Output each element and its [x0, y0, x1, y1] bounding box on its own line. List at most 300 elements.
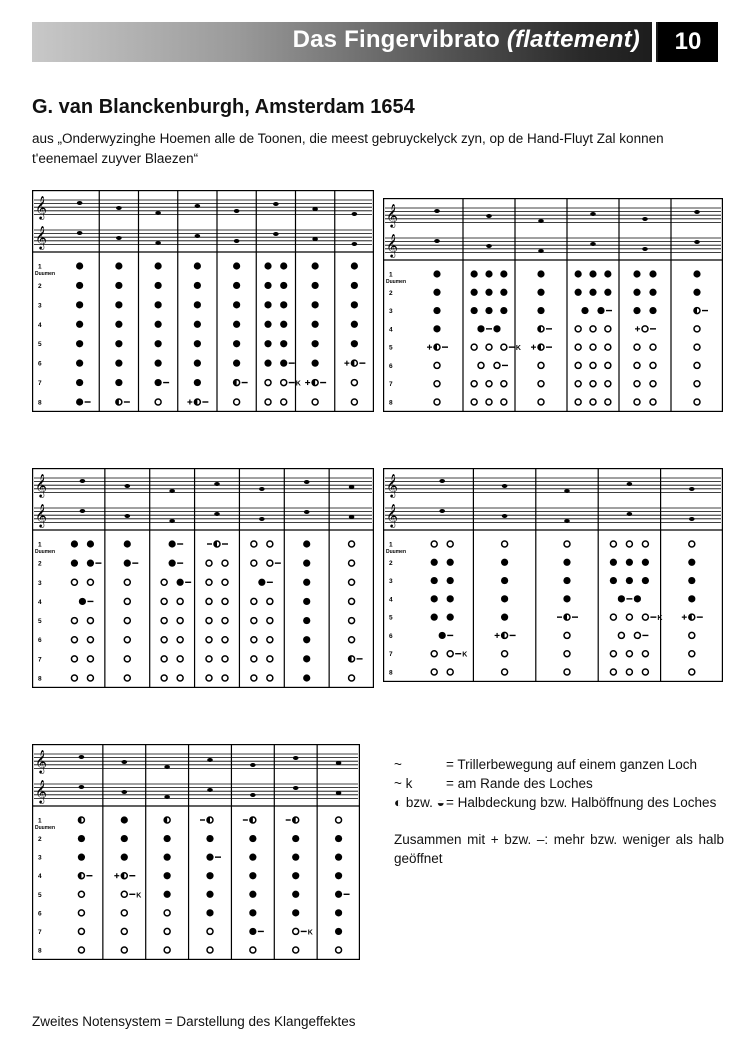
open-hole-icon [694, 326, 700, 332]
open-hole-icon [265, 399, 271, 405]
note-head [195, 204, 201, 208]
row-number: 1 [38, 263, 42, 271]
closed-hole-icon [642, 559, 649, 566]
closed-hole-icon [575, 289, 582, 296]
treble-clef-icon: 𝄞 [35, 225, 47, 249]
open-hole-icon [605, 326, 611, 332]
title-main: Das Fingervibrato [292, 26, 501, 53]
note-head [77, 201, 83, 205]
open-hole-icon [222, 675, 228, 681]
closed-hole-icon [292, 891, 299, 898]
source-text: aus „Onderwyzinghe Hoemen alle de Toonen, die meest gebruyckelyck zyn, op de Hand-Fluyt Zal konnen t'eenemael zuyver Blaezen“ [32, 131, 664, 166]
open-hole-icon [486, 399, 492, 405]
note-head [590, 242, 596, 246]
thumb-label: Duumen [35, 549, 55, 555]
closed-hole-icon [335, 891, 342, 898]
open-hole-icon [431, 651, 437, 657]
closed-hole-icon [433, 289, 440, 296]
section-heading: G. van Blanckenburgh, Amsterdam 1654 [32, 96, 415, 118]
open-hole-icon [471, 344, 477, 350]
open-hole-icon [575, 326, 581, 332]
open-hole-icon [502, 541, 508, 547]
table-border [384, 199, 723, 412]
open-hole-icon [121, 891, 127, 897]
note-head [259, 487, 265, 491]
open-hole-icon [564, 651, 570, 657]
open-hole-icon [642, 614, 648, 620]
open-hole-icon [121, 910, 127, 916]
open-hole-icon [207, 947, 213, 953]
open-hole-icon [349, 541, 355, 547]
note-head [116, 236, 122, 240]
closed-hole-icon [335, 928, 342, 935]
open-hole-icon [501, 399, 507, 405]
row-number: 7 [38, 928, 42, 936]
closed-hole-icon [164, 872, 171, 879]
note-head [304, 480, 310, 484]
open-hole-icon [267, 618, 273, 624]
open-hole-icon [206, 618, 212, 624]
open-hole-icon [71, 618, 77, 624]
open-hole-icon [634, 344, 640, 350]
closed-hole-icon [351, 340, 358, 347]
open-hole-icon [206, 675, 212, 681]
open-hole-icon [267, 560, 273, 566]
closed-hole-icon [264, 360, 271, 367]
open-hole-icon [605, 344, 611, 350]
closed-hole-icon [233, 321, 240, 328]
closed-hole-icon [693, 270, 700, 277]
open-hole-icon [610, 669, 616, 675]
closed-hole-icon [537, 270, 544, 277]
note-head [273, 232, 279, 236]
open-hole-icon [251, 637, 257, 643]
closed-hole-icon [155, 321, 162, 328]
note-head [627, 482, 633, 486]
closed-hole-icon [124, 540, 131, 547]
row-number: 4 [38, 873, 42, 881]
open-hole-icon [267, 656, 273, 662]
closed-hole-icon [115, 340, 122, 347]
open-hole-icon [206, 579, 212, 585]
row-number: 7 [389, 651, 393, 659]
closed-hole-icon [351, 321, 358, 328]
closed-hole-icon [249, 928, 256, 935]
symbol-legend [394, 755, 724, 868]
closed-hole-icon [688, 577, 695, 584]
open-hole-icon [642, 669, 648, 675]
closed-hole-icon [312, 360, 319, 367]
closed-hole-icon [258, 579, 265, 586]
note-head [538, 249, 544, 253]
note-head [486, 244, 492, 248]
closed-hole-icon [155, 282, 162, 289]
edge-mark: K [307, 929, 313, 937]
open-hole-icon [501, 344, 507, 350]
thumb-label: Duumen [386, 549, 406, 555]
open-hole-icon [431, 669, 437, 675]
note-head [434, 239, 440, 243]
row-number: 8 [389, 399, 393, 407]
open-hole-icon [349, 560, 355, 566]
note-head [642, 217, 648, 221]
closed-hole-icon [634, 595, 641, 602]
footer-note: Zweites Notensystem = Darstellung des Klangeffektes [32, 1014, 356, 1029]
closed-hole-icon [194, 360, 201, 367]
open-hole-icon [634, 632, 640, 638]
header-divider [652, 22, 656, 62]
closed-hole-icon [649, 307, 656, 314]
closed-hole-icon [115, 282, 122, 289]
closed-hole-icon [194, 282, 201, 289]
open-hole-icon [124, 598, 130, 604]
page-number: 10 [658, 22, 718, 62]
open-hole-icon [626, 651, 632, 657]
closed-hole-icon [433, 325, 440, 332]
open-hole-icon [222, 598, 228, 604]
note-head [164, 795, 170, 799]
row-number: 4 [389, 596, 393, 604]
closed-hole-icon [164, 835, 171, 842]
note-head [234, 209, 240, 213]
open-hole-icon [642, 326, 648, 332]
open-hole-icon [351, 380, 357, 386]
open-hole-icon [206, 637, 212, 643]
open-hole-icon [575, 399, 581, 405]
closed-hole-icon [649, 270, 656, 277]
note-head [538, 219, 544, 223]
closed-hole-icon [351, 282, 358, 289]
open-hole-icon [222, 656, 228, 662]
closed-hole-icon [206, 891, 213, 898]
closed-hole-icon [335, 909, 342, 916]
thumb-label: Duumen [35, 271, 55, 277]
closed-hole-icon [121, 835, 128, 842]
open-hole-icon [590, 326, 596, 332]
open-hole-icon [694, 399, 700, 405]
open-hole-icon [206, 598, 212, 604]
row-number: 6 [389, 632, 393, 640]
closed-hole-icon [264, 282, 271, 289]
closed-hole-icon [233, 301, 240, 308]
note-head [79, 755, 85, 759]
note-head [234, 239, 240, 243]
row-number: 5 [38, 341, 42, 349]
closed-hole-icon [335, 872, 342, 879]
legend-text: = Trillerbewegung auf einem ganzen Loch [446, 757, 698, 772]
open-hole-icon [251, 656, 257, 662]
open-hole-icon [206, 656, 212, 662]
fingering-chart [32, 744, 360, 960]
note-head [79, 785, 85, 789]
closed-hole-icon [194, 340, 201, 347]
note-head [434, 209, 440, 213]
closed-hole-icon [303, 598, 310, 605]
closed-hole-icon [312, 282, 319, 289]
open-hole-icon [177, 598, 183, 604]
edge-mark: K [295, 380, 301, 388]
row-number: 8 [38, 675, 42, 683]
closed-hole-icon [280, 321, 287, 328]
open-hole-icon [121, 928, 127, 934]
closed-hole-icon [280, 262, 287, 269]
open-hole-icon [471, 399, 477, 405]
open-hole-icon [71, 579, 77, 585]
open-hole-icon [689, 632, 695, 638]
note-head [352, 242, 358, 246]
open-hole-icon [251, 598, 257, 604]
open-hole-icon [87, 656, 93, 662]
closed-hole-icon [206, 835, 213, 842]
open-hole-icon [590, 381, 596, 387]
note-head [155, 211, 161, 215]
open-hole-icon [650, 362, 656, 368]
closed-hole-icon [563, 559, 570, 566]
open-hole-icon [626, 614, 632, 620]
open-hole-icon [538, 381, 544, 387]
closed-hole-icon [537, 289, 544, 296]
open-hole-icon [349, 598, 355, 604]
note-head [80, 479, 86, 483]
open-hole-icon [447, 669, 453, 675]
open-hole-icon [605, 381, 611, 387]
row-number: 5 [38, 618, 42, 626]
note-head [502, 484, 508, 488]
closed-hole-icon [312, 321, 319, 328]
open-hole-icon [434, 399, 440, 405]
note-head [312, 237, 318, 241]
closed-hole-icon [76, 282, 83, 289]
open-hole-icon [642, 541, 648, 547]
note-head [642, 247, 648, 251]
row-number: 1 [389, 541, 393, 549]
fingering-chart [32, 190, 374, 412]
open-hole-icon [267, 598, 273, 604]
open-hole-icon [575, 381, 581, 387]
closed-hole-icon [688, 559, 695, 566]
open-hole-icon [177, 637, 183, 643]
closed-hole-icon [471, 289, 478, 296]
treble-clef-icon: 𝄞 [386, 233, 398, 257]
note-head [214, 482, 220, 486]
closed-hole-icon [626, 559, 633, 566]
closed-hole-icon [447, 614, 454, 621]
closed-hole-icon [589, 270, 596, 277]
legend-row [394, 755, 724, 774]
table-border [33, 191, 374, 412]
open-hole-icon [349, 618, 355, 624]
note-head [336, 791, 342, 795]
thumb-label: Duumen [386, 279, 406, 285]
closed-hole-icon [87, 560, 94, 567]
row-number: 6 [38, 360, 42, 368]
closed-hole-icon [206, 854, 213, 861]
closed-hole-icon [537, 307, 544, 314]
closed-hole-icon [233, 360, 240, 367]
edge-trill-symbol: ~ k [394, 776, 413, 791]
closed-hole-icon [563, 595, 570, 602]
row-number: 1 [38, 541, 42, 549]
open-hole-icon [478, 362, 484, 368]
note-head [207, 788, 213, 792]
row-number: 5 [38, 891, 42, 899]
open-hole-icon [538, 399, 544, 405]
fingering-table-3 [32, 468, 374, 688]
closed-hole-icon [177, 579, 184, 586]
open-hole-icon [312, 399, 318, 405]
closed-hole-icon [206, 872, 213, 879]
row-number: 1 [389, 271, 393, 279]
note-head [214, 512, 220, 516]
open-hole-icon [161, 579, 167, 585]
closed-hole-icon [597, 307, 604, 314]
open-hole-icon [626, 669, 632, 675]
note-head [207, 758, 213, 762]
closed-hole-icon [76, 262, 83, 269]
closed-hole-icon [115, 379, 122, 386]
open-hole-icon [121, 947, 127, 953]
closed-hole-icon [447, 559, 454, 566]
closed-hole-icon [303, 617, 310, 624]
closed-hole-icon [124, 560, 131, 567]
note-head [627, 512, 633, 516]
closed-hole-icon [303, 655, 310, 662]
closed-hole-icon [303, 579, 310, 586]
note-head [293, 786, 299, 790]
open-hole-icon [87, 579, 93, 585]
open-hole-icon [177, 675, 183, 681]
note-head [80, 509, 86, 513]
closed-hole-icon [169, 540, 176, 547]
note-head [250, 793, 256, 797]
note-head [195, 234, 201, 238]
open-hole-icon [590, 362, 596, 368]
row-number: 8 [38, 947, 42, 955]
treble-clef-icon: 𝄞 [35, 749, 47, 773]
closed-hole-icon [164, 854, 171, 861]
open-hole-icon [281, 380, 287, 386]
note-head [349, 515, 355, 519]
note-head [564, 489, 570, 493]
closed-hole-icon [155, 301, 162, 308]
note-head [336, 761, 342, 765]
closed-hole-icon [642, 577, 649, 584]
open-hole-icon [494, 362, 500, 368]
closed-hole-icon [335, 854, 342, 861]
closed-hole-icon [280, 340, 287, 347]
closed-hole-icon [688, 595, 695, 602]
open-hole-icon [590, 399, 596, 405]
closed-hole-icon [78, 835, 85, 842]
open-hole-icon [281, 399, 287, 405]
open-hole-icon [161, 637, 167, 643]
fingering-table-2 [383, 198, 723, 412]
closed-hole-icon [249, 835, 256, 842]
open-hole-icon [471, 381, 477, 387]
note-head [121, 790, 127, 794]
open-hole-icon [447, 541, 453, 547]
closed-hole-icon [121, 854, 128, 861]
closed-hole-icon [563, 577, 570, 584]
closed-hole-icon [206, 909, 213, 916]
open-hole-icon [78, 928, 84, 934]
treble-clef-icon: 𝄞 [386, 473, 398, 497]
open-hole-icon [650, 381, 656, 387]
closed-hole-icon [292, 872, 299, 879]
closed-hole-icon [303, 674, 310, 681]
open-hole-icon [161, 675, 167, 681]
open-hole-icon [222, 579, 228, 585]
row-number: 3 [38, 854, 42, 862]
treble-clef-icon: 𝄞 [35, 503, 47, 527]
closed-hole-icon [71, 560, 78, 567]
open-hole-icon [124, 618, 130, 624]
fingering-table-4 [383, 468, 723, 682]
table-border [33, 469, 374, 688]
open-hole-icon [336, 947, 342, 953]
closed-hole-icon [249, 854, 256, 861]
closed-hole-icon [233, 340, 240, 347]
closed-hole-icon [439, 632, 446, 639]
closed-hole-icon [351, 262, 358, 269]
closed-hole-icon [431, 595, 438, 602]
closed-hole-icon [76, 340, 83, 347]
note-head [502, 514, 508, 518]
closed-hole-icon [194, 262, 201, 269]
open-hole-icon [564, 669, 570, 675]
open-hole-icon [207, 928, 213, 934]
open-hole-icon [502, 669, 508, 675]
closed-hole-icon [121, 816, 128, 823]
edge-mark: K [515, 345, 521, 353]
open-hole-icon [564, 632, 570, 638]
row-number: 3 [38, 302, 42, 310]
note-head [349, 485, 355, 489]
open-hole-icon [267, 675, 273, 681]
closed-hole-icon [264, 321, 271, 328]
open-hole-icon [486, 381, 492, 387]
closed-hole-icon [485, 289, 492, 296]
closed-hole-icon [493, 325, 500, 332]
open-hole-icon [251, 541, 257, 547]
open-hole-icon [251, 618, 257, 624]
open-hole-icon [610, 651, 616, 657]
note-head [486, 214, 492, 218]
closed-hole-icon [604, 289, 611, 296]
open-hole-icon [222, 560, 228, 566]
open-hole-icon [164, 910, 170, 916]
open-hole-icon [177, 656, 183, 662]
open-hole-icon [71, 675, 77, 681]
note-head [439, 509, 445, 513]
open-hole-icon [87, 618, 93, 624]
closed-hole-icon [303, 636, 310, 643]
closed-hole-icon [500, 307, 507, 314]
open-hole-icon [71, 637, 77, 643]
closed-hole-icon [610, 577, 617, 584]
row-number: 3 [389, 578, 393, 586]
open-hole-icon [124, 675, 130, 681]
closed-hole-icon [249, 909, 256, 916]
open-hole-icon [349, 675, 355, 681]
open-hole-icon [610, 614, 616, 620]
closed-hole-icon [351, 301, 358, 308]
open-hole-icon [650, 399, 656, 405]
open-hole-icon [694, 381, 700, 387]
open-hole-icon [336, 817, 342, 823]
closed-hole-icon [115, 360, 122, 367]
closed-hole-icon [633, 289, 640, 296]
